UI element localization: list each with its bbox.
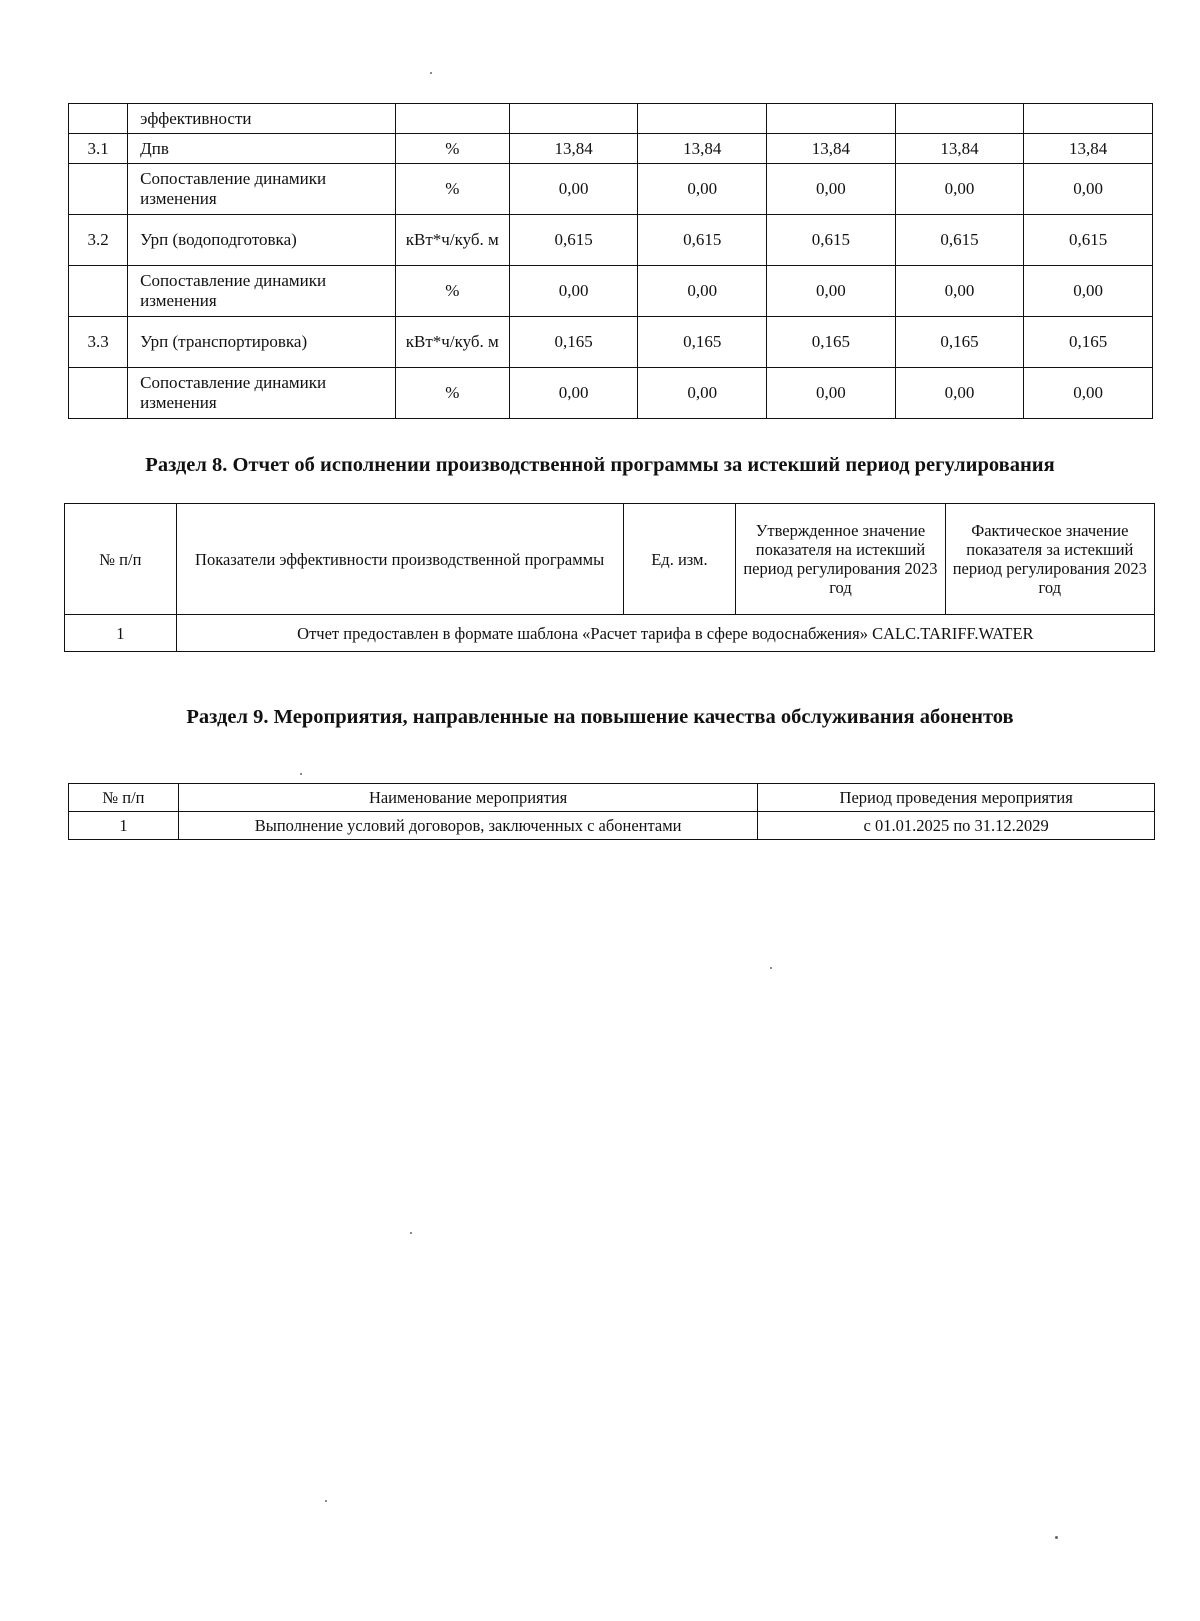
value-cell (509, 104, 638, 134)
indicator-name (128, 368, 396, 419)
row-number (69, 266, 128, 317)
value-cell: 0,165 (638, 317, 767, 368)
value-cell: 0,165 (767, 317, 896, 368)
value-cell: 0,00 (895, 266, 1024, 317)
value-cell (638, 104, 767, 134)
table-row (69, 317, 1153, 368)
header-actual: Фактическое значение показателя за истекший период регулирования 2023 год (945, 504, 1154, 615)
value-cell (895, 104, 1024, 134)
header-period: Период проведения мероприятия (758, 784, 1155, 812)
row-number (69, 368, 128, 419)
indicator-name: Дпв (128, 134, 396, 164)
unit-cell: кВт*ч/куб. м (395, 317, 509, 368)
table-row (69, 104, 1153, 134)
header-num: № п/п (65, 504, 177, 615)
value-cell: 0,615 (767, 215, 896, 266)
table-row (69, 812, 1155, 840)
table-row (69, 368, 1153, 419)
value-cell: 0,00 (767, 266, 896, 317)
row-number: 3.1 (69, 134, 128, 164)
speck (770, 967, 772, 969)
unit-cell: % (395, 266, 509, 317)
value-cell: 0,615 (509, 215, 638, 266)
value-cell: 0,00 (1024, 266, 1153, 317)
header-num: № п/п (69, 784, 179, 812)
indicator-label: Сопоставление динамики изменения (140, 271, 327, 310)
section-8-table (64, 503, 1155, 652)
value-cell: 0,00 (767, 368, 896, 419)
table-row (69, 215, 1153, 266)
value-cell: 0,00 (509, 368, 638, 419)
value-cell: 13,84 (638, 134, 767, 164)
speck (1055, 1536, 1058, 1539)
value-cell: 0,00 (895, 368, 1024, 419)
section-8-title: Раздел 8. Отчет об исполнении производственной программы за истекший период регулирования (145, 454, 1055, 476)
value-cell (767, 104, 896, 134)
value-cell: 0,00 (638, 266, 767, 317)
speck (325, 1500, 327, 1502)
report-note: Отчет предоставлен в формате шаблона «Расчет тарифа в сфере водоснабжения» CALC.TARIFF.WATER (176, 615, 1154, 652)
header-indicator: Показатели эффективности производственной программы (176, 504, 623, 615)
measure-name: Выполнение условий договоров, заключенных с абонентами (178, 812, 757, 840)
table-row (69, 164, 1153, 215)
section-9-title: Раздел 9. Мероприятия, направленные на повышение качества обслуживания абонентов (186, 706, 1014, 728)
section-9-table (68, 783, 1155, 840)
indicator-name (128, 164, 396, 215)
indicator-name (128, 266, 396, 317)
indicator-name: Урп (транспортировка) (128, 317, 396, 368)
efficiency-indicators-table (68, 103, 1153, 419)
value-cell: 0,615 (1024, 215, 1153, 266)
value-cell: 0,00 (638, 368, 767, 419)
header-unit: Ед. изм. (623, 504, 736, 615)
value-cell: 0,165 (895, 317, 1024, 368)
value-cell: 0,00 (509, 266, 638, 317)
unit-cell: % (395, 134, 509, 164)
value-cell: 0,00 (1024, 164, 1153, 215)
unit-cell: кВт*ч/куб. м (395, 215, 509, 266)
value-cell: 0,00 (895, 164, 1024, 215)
row-number (69, 104, 128, 134)
speck (410, 1232, 412, 1234)
table-header-row (65, 504, 1155, 615)
speck (300, 773, 302, 775)
value-cell: 13,84 (509, 134, 638, 164)
value-cell: 0,00 (638, 164, 767, 215)
header-name: Наименование мероприятия (178, 784, 757, 812)
value-cell: 13,84 (767, 134, 896, 164)
table-row (65, 615, 1155, 652)
row-number: 1 (69, 812, 179, 840)
row-number (69, 164, 128, 215)
indicator-name: эффективности (128, 104, 396, 134)
value-cell: 0,165 (1024, 317, 1153, 368)
measure-period: с 01.01.2025 по 31.12.2029 (758, 812, 1155, 840)
value-cell: 13,84 (895, 134, 1024, 164)
value-cell: 0,615 (638, 215, 767, 266)
value-cell: 13,84 (1024, 134, 1153, 164)
indicator-label: Сопоставление динамики изменения (140, 169, 327, 208)
value-cell: 0,00 (1024, 368, 1153, 419)
header-approved: Утвержденное значение показателя на истекший период регулирования 2023 год (736, 504, 945, 615)
table-row (69, 134, 1153, 164)
unit-cell: % (395, 368, 509, 419)
value-cell: 0,615 (895, 215, 1024, 266)
value-cell: 0,00 (509, 164, 638, 215)
value-cell: 0,165 (509, 317, 638, 368)
unit-cell: % (395, 164, 509, 215)
table-row (69, 266, 1153, 317)
speck (430, 72, 432, 74)
value-cell (1024, 104, 1153, 134)
table-header-row (69, 784, 1155, 812)
row-number: 3.2 (69, 215, 128, 266)
value-cell: 0,00 (767, 164, 896, 215)
row-number: 1 (65, 615, 177, 652)
indicator-name: Урп (водоподготовка) (128, 215, 396, 266)
indicator-label: Сопоставление динамики изменения (140, 373, 327, 412)
row-number: 3.3 (69, 317, 128, 368)
unit-cell (395, 104, 509, 134)
